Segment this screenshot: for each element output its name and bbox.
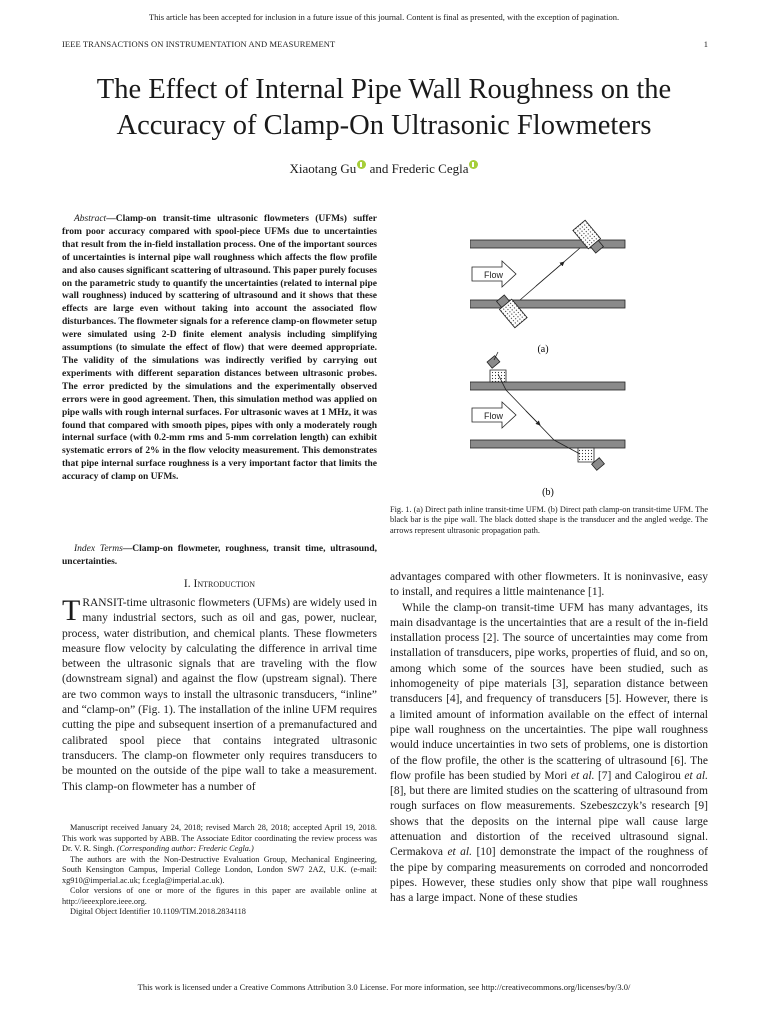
flow-label-b: Flow: [484, 411, 504, 421]
abstract: Abstract—Clamp-on transit-time ultrasonic flowmeters (UFMs) suffer from poor accuracy compared with spool-piece UFMs due to uncertainties that result from the in-field installation process. One of the important sources of uncertainties is internal pipe wall roughness which affects the flow profile and also causes significant scattering of ultrasound. This paper purely focuses on the parametric study to quantify the uncertainties (related to internal pipe wall roughness) induced by scattering of ultrasound and it shows that these effects are large even without taking into account the associated flow disturbances. The flowmeter signals for a reference clamp-on flowmeter setup were simulated using 2-D finite element analysis including simplifying assumptions (to simulate the effect of flow) that were deemed appropriate. The validity of the simulations was indirectly verified by carrying out experiments with different separation distances between ultrasonic probes. The error predicted by the simulations and the experimentally observed errors were in good agreement. Then, this simulation method was applied on pipe walls with rough internal surfaces. For ultrasonic waves at 1 MHz, it was found that compared with smooth pipes, pipes with only a moderately rough internal surface (with 0.2-mm rms and 5-mm correlation length) can exhibit systematic errors of 2% in the flow velocity measurement. This demonstrates that pipe internal surface roughness is a very important factor that limits the accuracy of clamp on UFMs.: [62, 214, 377, 483]
footnote-affiliation: The authors are with the Non-Destructive Evaluation Group, Mechanical Engineering, South Kensington Campus, Imperial College London, London SW7 2AZ, U.K. (e-mail: xg910@imperial.ac.uk; f.cegla@imperial.ac.uk).: [62, 854, 377, 885]
author-line: [0, 160, 768, 177]
index-terms-label: Index Terms: [74, 544, 123, 554]
abstract-label: Abstract: [74, 214, 107, 224]
footnotes: [62, 823, 377, 918]
intro-text: RANSIT-time ultrasonic flowmeters (UFMs) are widely used in many industrial sectors, such as oil and gas, power, nuclear, process, water distribution, and chemical plants. These flowmeters measure flow velocity by calculating the difference in arrival time between the ultrasonic signals that are traveling with the flow (downstream signal) and against the flow (upstream signal). There are two common ways to install the ultrasonic transducers, “inline” and “clamp-on” (Fig. 1). The installation of the inline UFM requires cutting the pipe and subsequent insertion of a premanufactured and calibrated spool piece that contains integrated ultrasonic transducers. The clamp-on flowmeter only requires transducers to be mounted on the outside of the pipe wall to take a measurement. This clamp-on flowmeter has a number of: [62, 597, 377, 793]
subfig-label-b: (b): [542, 487, 554, 498]
transducer-top: [487, 356, 500, 369]
figure-1: [470, 212, 630, 510]
pipe-wall-top: [470, 382, 625, 390]
figure-1a-diagram: [470, 220, 625, 355]
footnote-doi: Digital Object Identifier 10.1109/TIM.2018.2834118: [70, 907, 246, 916]
pipe-wall-bottom: [470, 300, 625, 308]
figure-1b-diagram: [470, 352, 625, 498]
drop-cap: T: [62, 594, 81, 627]
section-heading: [62, 578, 377, 590]
author-gu: Xiaotang Gu: [289, 161, 357, 176]
orcid-icon[interactable]: [357, 160, 366, 169]
transducer-wedge-top: [490, 370, 506, 382]
paragraph-continuation: advantages compared with other flowmeters. It is noninvasive, easy to install, and requires a little maintenance [1].: [390, 571, 708, 599]
subfig-label-a: (a): [537, 344, 549, 355]
section-title: Introduction: [193, 578, 256, 590]
right-column-text: [390, 570, 708, 907]
license-footer: This work is licensed under a Creative Commons Attribution 3.0 License. For more information, see http://creativecommons.org/licenses/by/3.0/: [137, 982, 631, 992]
acceptance-notice: This article has been accepted for inclusion in a future issue of this journal. Content is final as presented, with the exception of pagination.: [148, 12, 620, 22]
journal-name: IEEE TRANSACTIONS ON INSTRUMENTATION AND MEASUREMENT: [62, 39, 336, 49]
author-cegla: Frederic Cegla: [391, 161, 469, 176]
abstract-text: Clamp-on transit-time ultrasonic flowmeters (UFMs) suffer from poor accuracy compared with spool-piece UFMs due to uncertainties that result from the in-field installation process. One of the important sources of uncertainties is internal pipe wall roughness which affects the flow profile and also causes significant scattering of ultrasound. This paper purely focuses on the parametric study to quantify the uncertainties (related to internal pipe wall roughness) induced by scattering of ultrasound and it shows that these effects are large even without taking into account the associated flow disturbances. The flowmeter signals for a reference clamp-on flowmeter setup were simulated using 2-D finite element analysis including simplifying assumptions (to simulate the effect of flow) that were deemed appropriate. The validity of the simulations was indirectly verified by carrying out experiments with different separation distances between ultrasonic probes. The error predicted by the simulations and the experimentally observed errors were in good agreement. Then, this simulation method was applied on pipe walls with rough internal surfaces. For ultrasonic waves at 1 MHz, it was found that compared with smooth pipes, pipes with only a moderately rough internal surface (with 0.2-mm rms and 5-mm correlation length) can exhibit systematic errors of 2% in the flow velocity measurement. This demonstrates that pipe internal surface roughness is a very important factor that limits the accuracy of clamp on UFMs.: [62, 214, 377, 483]
figure-caption: Fig. 1. (a) Direct path inline transit-time UFM. (b) Direct path clamp-on transit-time UFM. The black bar is the pipe wall. The black dotted shape is the transducer and the angled wedge. The arrows represent ultrasonic propagation path.: [390, 505, 708, 535]
author-separator: and: [369, 161, 389, 176]
paragraph-disadvantages: While the clamp-on transit-time UFM has many advantages, its main disadvantage is the uncertainties that are a result of the in-field installation process [2]. The source of uncertainties may come from installation of transducers, pipe works, properties of fluid, and so on, among which some of the sources have been studied, such as inhomogeneity of pipe materials [3], separation distance between transducers [4], and frequency of transducers [5]. However, there is a limited amount of information available on the effect of internal pipe wall roughness on the uncertainties. The pipe wall roughness would induce uncertainties in two sets of problems, one is distortion of the flow profile, the other is the scattering of ultrasound [6]. The flow profile has been studied by Mori et al. [7] and Calogirou et al. [8], but there are limited studies on the scattering of ultrasound from rough surfaces on flow measurements. Szebeszczyk’s research [9] shows that the deposits on the internal pipe wall cause large attenuation and distortion of the received ultrasound signal. Cermakova et al. [10] demonstrate the impact of the roughness of the pipe by comparing measurements on corroded and noncorroded pipes. However, these studies only show that pipe wall roughness has a large impact. None of these studies: [390, 601, 709, 905]
orcid-icon[interactable]: [469, 160, 478, 169]
flow-label-a: Flow: [484, 270, 504, 280]
footnote-manuscript: Manuscript received January 24, 2018; revised March 28, 2018; accepted April 19, 2018. This work was supported by ABB. The Associate Editor coordinating the review process was Dr. V. R. Singh. (Corresponding author: Frederic Cegla.): [62, 823, 377, 853]
section-numeral: I.: [183, 578, 191, 590]
paper-title: The Effect of Internal Pipe Wall Roughness on the Accuracy of Clamp-On Ultrasonic Flowmeters: [96, 74, 672, 141]
pipe-wall-bottom: [470, 440, 625, 448]
page-number: 1: [703, 39, 708, 49]
transducer-wedge-bottom: [578, 448, 594, 462]
footnote-color: Color versions of one or more of the figures in this paper are available online at http://ieeexplore.ieee.org.: [62, 886, 377, 906]
index-terms-text: Clamp-on flowmeter, roughness, transit time, ultrasound, uncertainties.: [62, 544, 377, 567]
index-terms: Index Terms—Clamp-on flowmeter, roughness, transit time, ultrasound, uncertainties.: [62, 544, 377, 567]
intro-paragraph: [62, 596, 377, 795]
